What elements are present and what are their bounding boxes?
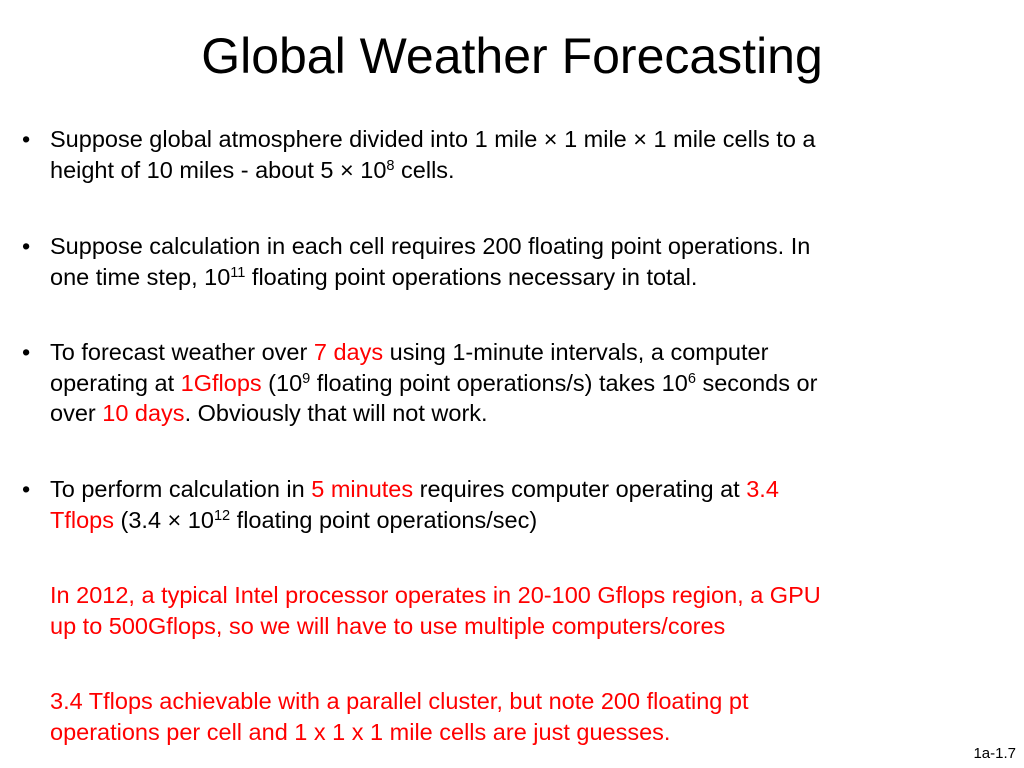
text-run: Suppose calculation in each cell requires 200 floating point operations. In <box>50 233 811 259</box>
paragraph-text <box>50 580 1000 641</box>
text-run: using 1-minute intervals, a computer <box>383 339 769 365</box>
highlight-text: Tflops <box>50 506 114 533</box>
text-line: up to 500Gflops, so we will have to use multiple computers/cores <box>50 612 726 639</box>
text-run: one time step, 10 <box>50 263 231 290</box>
text-line <box>50 262 1000 293</box>
exponent: 9 <box>302 370 311 387</box>
text-run: floating point operations/s) takes 10 <box>310 369 688 396</box>
exponent: 12 <box>213 507 231 524</box>
text-run: (3.4 × 10 <box>114 506 214 533</box>
text-run: Suppose global atmosphere divided into 1 mile × 1 mile × 1 mile cells to a <box>50 126 816 152</box>
highlight-text: 3.4 <box>746 476 779 502</box>
bullet-dot-icon: • <box>22 476 31 502</box>
text-run: To forecast weather over <box>50 339 314 365</box>
text-line: In 2012, a typical Intel processor operates in 20-100 Gflops region, a GPU <box>50 582 821 608</box>
text-run: To perform calculation in <box>50 476 312 502</box>
text-run: . Obviously that will not work. <box>184 400 488 426</box>
bullet-text <box>50 231 1000 292</box>
exponent: 6 <box>687 370 696 387</box>
text-line <box>50 474 1000 505</box>
text-run: seconds or <box>695 369 818 396</box>
slide-number: 1a-1.7 <box>973 745 1016 762</box>
slide-title: Global Weather Forecasting <box>201 28 823 84</box>
exponent: 8 <box>386 157 395 174</box>
text-run: requires computer operating at <box>413 476 747 502</box>
text-line <box>50 231 1000 262</box>
bullet-text <box>50 474 1000 535</box>
text-line <box>50 124 1000 155</box>
highlight-text: 1Gflops <box>180 369 262 396</box>
paragraph-text <box>50 686 1000 747</box>
highlight-text: 10 days <box>102 400 185 426</box>
text-line <box>50 398 1000 429</box>
highlight-text: 5 minutes <box>311 476 414 502</box>
text-run: height of 10 miles - about 5 × 10 <box>50 156 387 183</box>
highlight-text: 7 days <box>313 339 384 365</box>
text-line: 3.4 Tflops achievable with a parallel cluster, but note 200 floating pt <box>50 688 749 714</box>
text-run: (10 <box>261 369 303 396</box>
text-line <box>50 505 1000 536</box>
bullet-text <box>50 337 1000 429</box>
text-run: floating point operations/sec) <box>230 506 538 533</box>
text-line: operations per cell and 1 x 1 x 1 mile cells are just guesses. <box>50 718 671 745</box>
text-line <box>50 368 1000 399</box>
bullet-dot-icon: • <box>22 126 31 152</box>
text-run: cells. <box>394 156 455 183</box>
text-run: operating at <box>50 369 181 396</box>
text-line <box>50 337 1000 368</box>
exponent: 11 <box>230 264 246 281</box>
text-run: floating point operations necessary in total. <box>245 263 698 290</box>
bullet-dot-icon: • <box>22 233 31 259</box>
bullet-dot-icon: • <box>22 339 31 365</box>
text-line <box>50 155 1000 186</box>
bullet-text <box>50 124 1000 185</box>
text-run: over <box>50 400 103 426</box>
